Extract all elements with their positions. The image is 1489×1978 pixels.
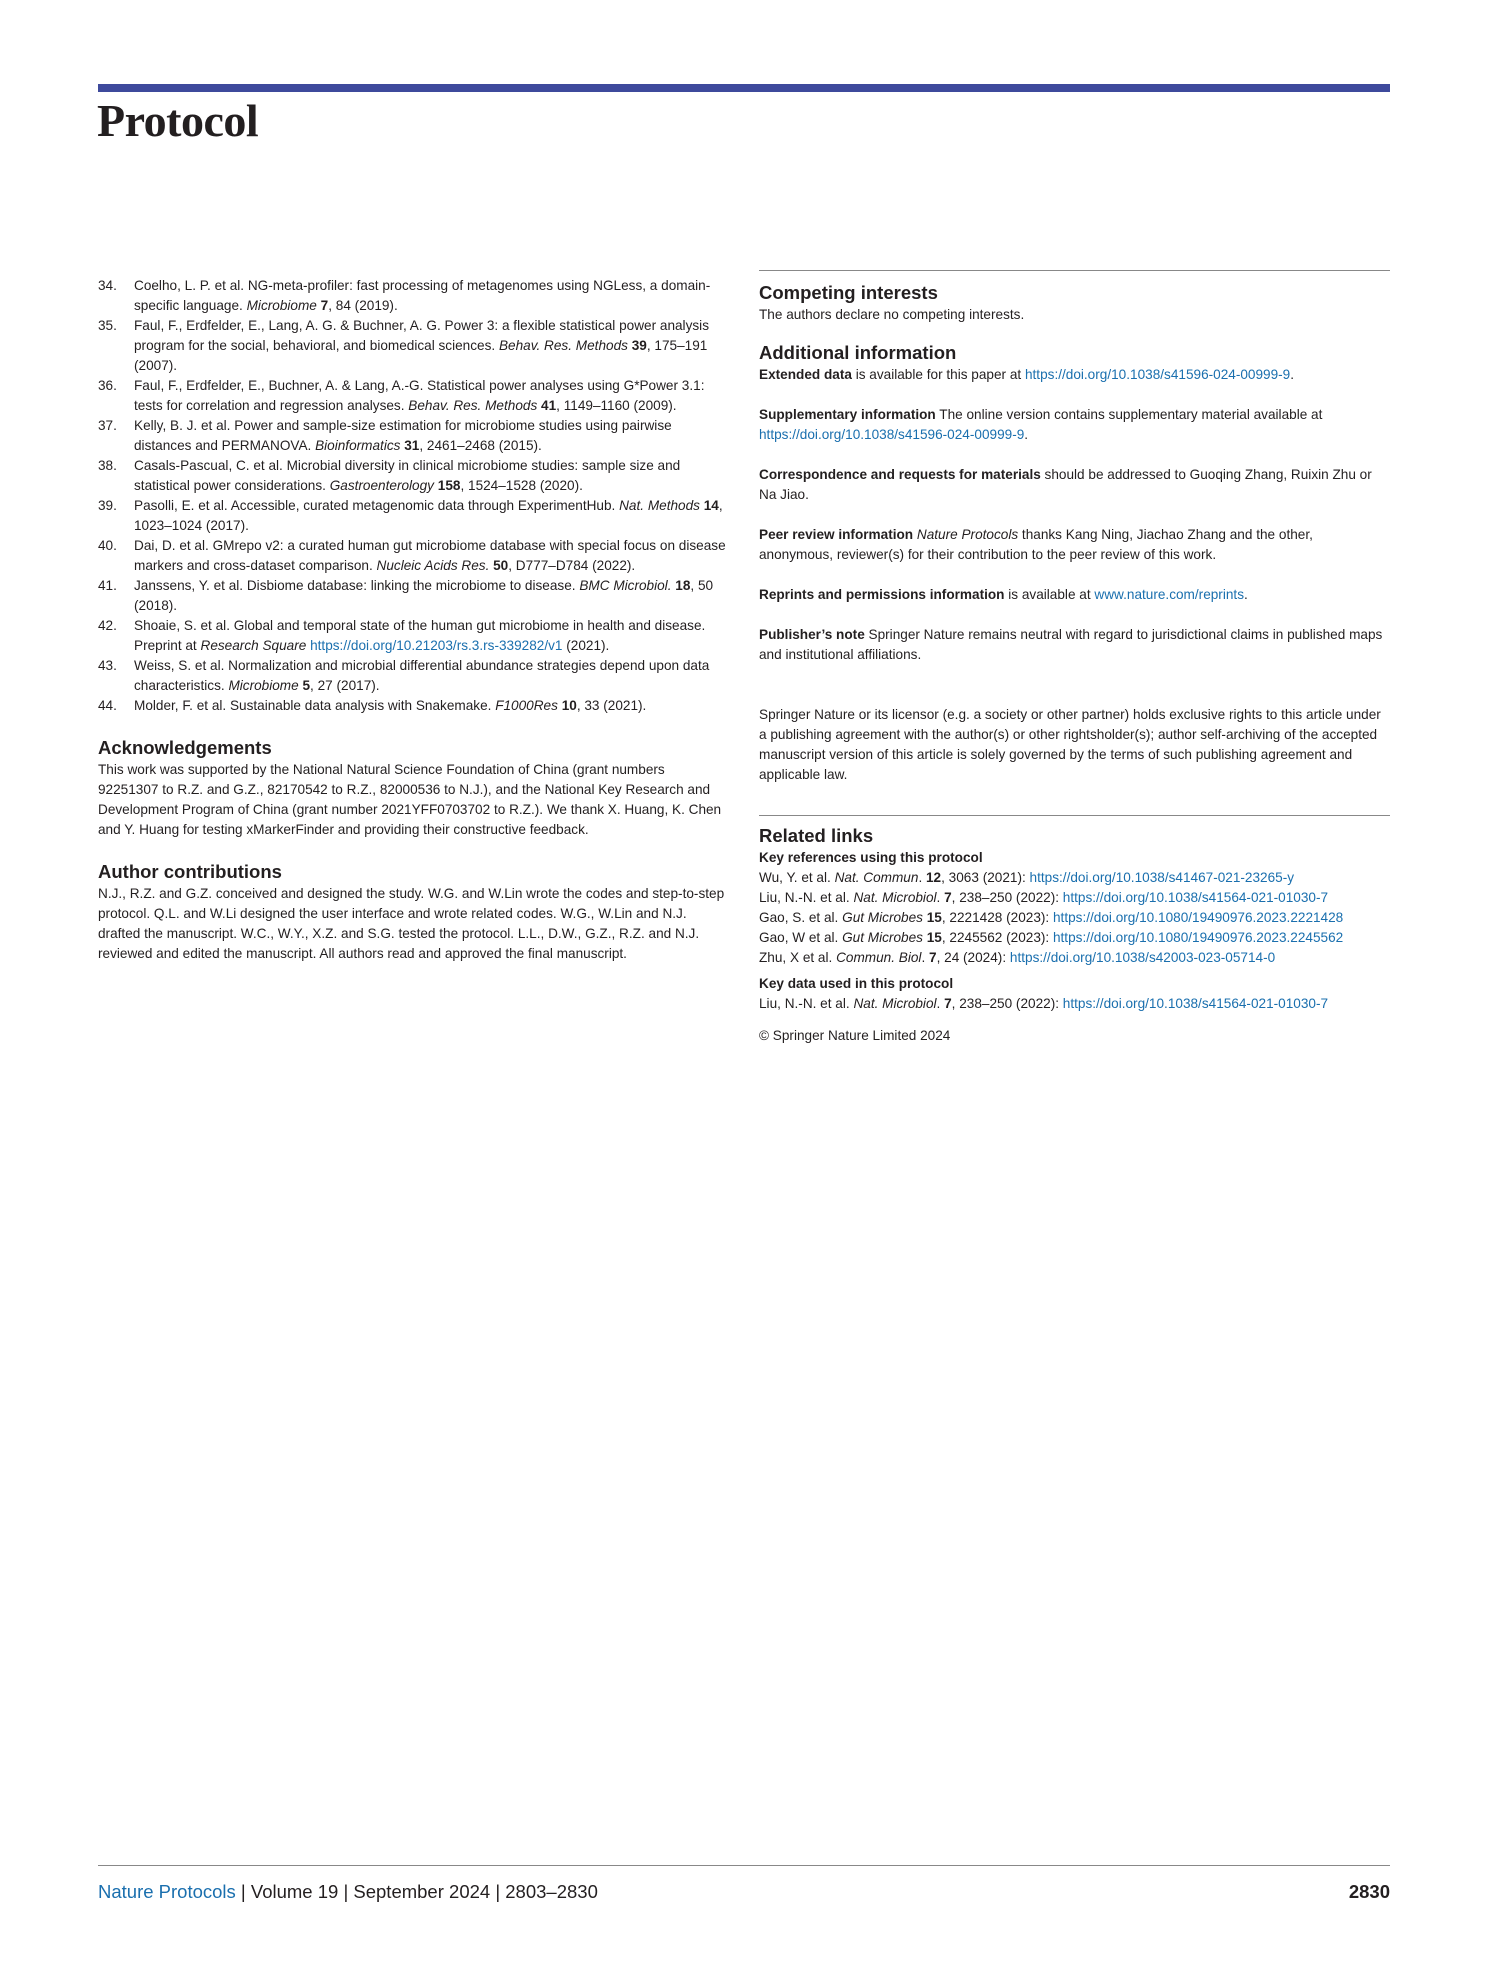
reference-number: 40.: [98, 538, 117, 553]
related-doi-link[interactable]: https://doi.org/10.1080/19490976.2023.2245562: [1052, 930, 1344, 945]
reference-item: [98, 696, 728, 716]
related-doi-link[interactable]: https://doi.org/10.1038/s41564-021-01030-7: [1062, 890, 1329, 905]
reference-text: Kelly, B. J. et al. Power and sample-size estimation for microbiome studies using pairwise distances and PERMANOVA. Bioinformatics 31, 2461–2468 (2015).: [134, 418, 672, 453]
key-references-list: [759, 868, 1390, 968]
reference-number: 38.: [98, 458, 117, 473]
reprints-note: Reprints and permissions information is available at www.nature.com/reprints.: [759, 587, 1248, 602]
related-doi-link[interactable]: https://doi.org/10.1038/s41564-021-01030-7: [1062, 996, 1329, 1011]
related-link-item: Zhu, X et al. Commun. Biol. 7, 24 (2024): https://doi.org/10.1038/s42003-023-05714-0: [759, 950, 1276, 965]
reference-number: 43.: [98, 658, 117, 673]
related-links-title: Related links: [759, 825, 874, 846]
footer-divider: [98, 1865, 1390, 1866]
related-doi-link[interactable]: https://doi.org/10.1080/19490976.2023.2221428: [1052, 910, 1344, 925]
footer-issue-details: | Volume 19 | September 2024 | 2803–2830: [235, 1881, 598, 1902]
related-doi-link[interactable]: https://doi.org/10.1038/s41467-021-23265-y: [1029, 870, 1295, 885]
author-contributions-title: Author contributions: [98, 861, 282, 882]
reference-item: [98, 276, 728, 316]
reference-number: 41.: [98, 578, 117, 593]
publisher-note: Publisher’s note Springer Nature remains neutral with regard to jurisdictional claims in published maps and institutional affiliations.: [759, 627, 1383, 662]
page-number: 2830: [1348, 1881, 1390, 1902]
reference-text: Shoaie, S. et al. Global and temporal state of the human gut microbiome in health and disease. Preprint at Research Square https://doi.org/10.21203/rs.3.rs-339282/v1 (2021).: [134, 618, 706, 653]
rights-statement: Springer Nature or its licensor (e.g. a society or other partner) holds exclusive rights to this article under a publishing agreement with the author(s) or other rightsholder(s); author self-archiving of the accepted manuscript version of this article is solely governed by the terms of such publishing agreement and applicable law.: [759, 707, 1381, 782]
reference-item: [98, 496, 728, 536]
reference-text: Molder, F. et al. Sustainable data analysis with Snakemake. F1000Res 10, 33 (2021).: [134, 698, 647, 713]
right-column: [759, 270, 1390, 1046]
page-footer: [98, 1880, 1390, 1904]
reference-item: [98, 656, 728, 696]
reference-item: [98, 316, 728, 376]
reference-number: 44.: [98, 698, 117, 713]
supplementary-information-note: Supplementary information The online version contains supplementary material available at https://doi.org/10.1038/s41596-024-00999-9.: [759, 407, 1323, 442]
header-accent-bar: [98, 84, 1390, 92]
key-data-list: [759, 994, 1390, 1014]
author-contributions-text: N.J., R.Z. and G.Z. conceived and designed the study. W.G. and W.Lin wrote the codes and step-to-step protocol. Q.L. and W.Li designed the user interface and wrote related codes. W.G., W.Lin and N.J. drafted the manuscript. W.C., W.Y., X.Z. and S.G. tested the protocol. L.L., D.W., G.Z., R.Z. and N.J. reviewed and edited the manuscript. All authors read and approved the final manuscript.: [98, 886, 725, 961]
reference-text: Pasolli, E. et al. Accessible, curated metagenomic data through ExperimentHub. Nat. Methods 14, 1023–1024 (2017).: [134, 498, 723, 533]
reference-text: Coelho, L. P. et al. NG-meta-profiler: fast processing of metagenomes using NGLess, a domain-specific language. Microbiome 7, 84 (2019).: [134, 278, 711, 313]
correspondence-note: Correspondence and requests for materials should be addressed to Guoqing Zhang, Ruixin Zhu or Na Jiao.: [759, 467, 1372, 502]
left-column: [98, 276, 728, 964]
related-link-item: Gao, W et al. Gut Microbes 15, 2245562 (2023): https://doi.org/10.1080/19490976.2023.2245562: [759, 930, 1344, 945]
related-doi-link[interactable]: https://doi.org/10.1038/s42003-023-05714-0: [1009, 950, 1276, 965]
reference-text: Faul, F., Erdfelder, E., Buchner, A. & Lang, A.-G. Statistical power analyses using G*Power 3.1: tests for correlation and regression analyses. Behav. Res. Methods 41, 1149–1160 (2009).: [134, 378, 705, 413]
reference-item: [98, 576, 728, 616]
extended-data-note: Extended data is available for this paper at https://doi.org/10.1038/s41596-024-00999-9.: [759, 367, 1295, 382]
reference-list: [98, 276, 728, 716]
peer-review-note: Peer review information Nature Protocols thanks Kang Ning, Jiachao Zhang and the other, anonymous, reviewer(s) for their contribution to the peer review of this work.: [759, 527, 1313, 562]
reference-number: 34.: [98, 278, 117, 293]
related-link-item: Gao, S. et al. Gut Microbes 15, 2221428 (2023): https://doi.org/10.1080/19490976.2023.2221428: [759, 910, 1344, 925]
acknowledgements-title: Acknowledgements: [98, 737, 272, 758]
key-references-title: Key references using this protocol: [759, 850, 983, 865]
reference-text: Dai, D. et al. GMrepo v2: a curated human gut microbiome database with special focus on disease markers and cross-dataset comparison. Nucleic Acids Res. 50, D777–D784 (2022).: [134, 538, 726, 573]
reference-item: [98, 616, 728, 656]
key-data-title: Key data used in this protocol: [759, 976, 954, 991]
supplementary-link[interactable]: https://doi.org/10.1038/s41596-024-00999-9: [759, 427, 1025, 442]
reference-text: Weiss, S. et al. Normalization and microbial differential abundance strategies depend upon data characteristics. Microbiome 5, 27 (2017).: [134, 658, 710, 693]
related-link-item: Liu, N.-N. et al. Nat. Microbiol. 7, 238–250 (2022): https://doi.org/10.1038/s41564-021-01030-7: [759, 890, 1329, 905]
reference-item: [98, 416, 728, 456]
reference-number: 37.: [98, 418, 117, 433]
footer-journal-name[interactable]: Nature Protocols: [98, 1881, 236, 1902]
related-link-item: Wu, Y. et al. Nat. Commun. 12, 3063 (2021): https://doi.org/10.1038/s41467-021-23265-y: [759, 870, 1295, 885]
reference-text: Janssens, Y. et al. Disbiome database: linking the microbiome to disease. BMC Microbiol. 18, 50 (2018).: [134, 578, 714, 613]
reprints-link[interactable]: www.nature.com/reprints: [1094, 587, 1244, 602]
reference-item: [98, 376, 728, 416]
reference-number: 42.: [98, 618, 117, 633]
reference-number: 35.: [98, 318, 117, 333]
reference-item: [98, 456, 728, 496]
copyright-notice: © Springer Nature Limited 2024: [759, 1028, 951, 1043]
reference-item: [98, 536, 728, 576]
additional-information-title: Additional information: [759, 342, 957, 363]
reference-number: 36.: [98, 378, 117, 393]
reference-link[interactable]: https://doi.org/10.21203/rs.3.rs-339282/v1: [310, 638, 563, 653]
page-title: Protocol: [97, 95, 259, 146]
acknowledgements-text: This work was supported by the National Natural Science Foundation of China (grant numbers 92251307 to R.Z. and G.Z., 82170542 to R.Z., 82000536 to N.J.), and the National Key Research and Development Program of China (grant number 2021YFF0703702 to R.Z.). We thank X. Huang, K. Chen and Y. Huang for testing xMarkerFinder and providing their constructive feedback.: [98, 762, 722, 837]
competing-interests-text: The authors declare no competing interests.: [759, 307, 1025, 322]
competing-interests-title: Competing interests: [759, 282, 938, 303]
reference-number: 39.: [98, 498, 117, 513]
reference-text: Casals-Pascual, C. et al. Microbial diversity in clinical microbiome studies: sample size and statistical power considerations. Gastroenterology 158, 1524–1528 (2020).: [134, 458, 681, 493]
related-link-item: Liu, N.-N. et al. Nat. Microbiol. 7, 238–250 (2022): https://doi.org/10.1038/s41564-021-01030-7: [759, 996, 1329, 1011]
extended-data-link[interactable]: https://doi.org/10.1038/s41596-024-00999-9: [1024, 367, 1291, 382]
reference-text: Faul, F., Erdfelder, E., Lang, A. G. & Buchner, A. G. Power 3: a flexible statistical power analysis program for the social, behavioral, and biomedical sciences. Behav. Res. Methods 39, 175–191 (2007).: [134, 318, 709, 373]
